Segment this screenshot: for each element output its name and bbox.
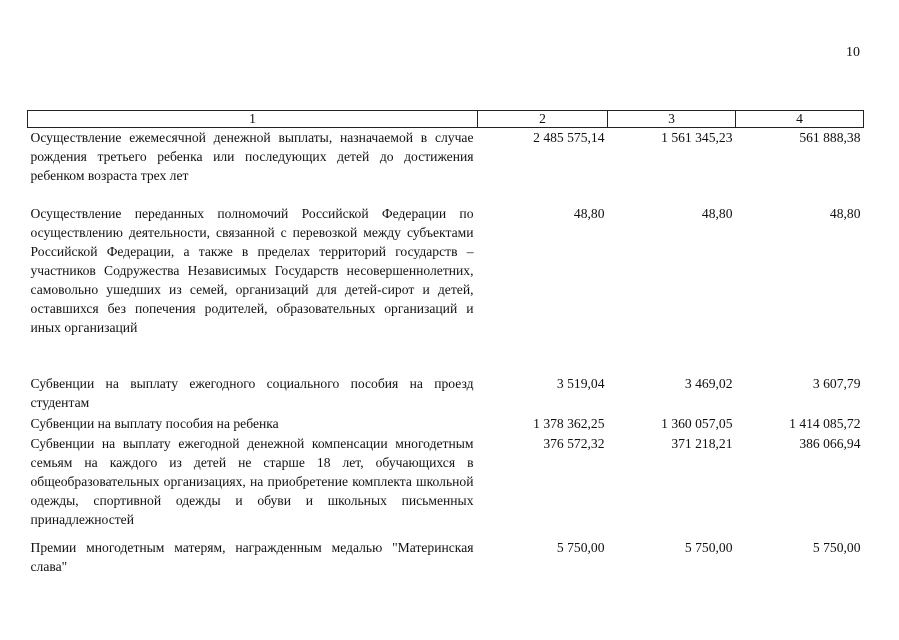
row-value-col-3: 371 218,21 [671,435,733,451]
row-value-col-4: 5 750,00 [812,539,861,555]
row-value-col-3: 1 360 057,05 [661,415,733,431]
row-value-col-2: 3 519,04 [556,375,605,391]
row-value-col-3: 48,80 [701,205,733,221]
header-col-3: 3 [608,111,736,128]
page-number: 10 [846,45,860,60]
row-name: Премии многодетным матерям, награжденным медалью "Материнская слава" [30,539,474,574]
row-value-col-2: 48,80 [573,205,605,221]
table-row [28,538,864,578]
table-row [28,204,864,374]
table-row [28,128,864,204]
row-value-col-2: 5 750,00 [556,539,605,555]
row-value-col-3: 1 561 345,23 [661,130,733,145]
row-value-col-4: 561 888,38 [799,130,861,145]
row-value-col-3: 3 469,02 [684,375,733,391]
row-value-col-4: 3 607,79 [812,375,861,391]
row-name: Субвенции на выплату ежегодного социального пособия на проезд студентам [30,375,474,410]
row-value-col-4: 386 066,94 [799,435,861,451]
table-row [28,434,864,538]
table-row [28,374,864,414]
row-value-col-2: 2 485 575,14 [533,130,605,145]
budget-table [27,110,864,578]
row-name: Субвенции на выплату ежегодной денежной компенсации многодетным семьям на каждого из детей не старше 18 лет, обучающихся в общеобразовательных организациях, на приобретение комплекта школьной одежды, спортивной одежды и обуви и школьных письменных принадлежностей [30,435,474,527]
row-value-col-4: 48,80 [829,205,861,221]
table-header [28,111,864,128]
header-col-4: 4 [736,111,864,128]
row-name: Осуществление ежемесячной денежной выплаты, назначаемой в случае рождения третьего ребенка или последующих детей до достижения ребенком возраста трех лет [30,130,474,183]
header-col-2: 2 [478,111,608,128]
header-col-1: 1 [28,111,478,128]
table-row [28,414,864,434]
row-value-col-2: 1 378 362,25 [533,415,605,431]
row-value-col-4: 1 414 085,72 [789,415,861,431]
table-body [28,128,864,578]
row-value-col-2: 376 572,32 [543,435,605,451]
row-name: Осуществление переданных полномочий Российской Федерации по осуществлению деятельности, связанной с перевозкой между субъектами Российской Федерации, а также в пределах территорий государств – участников Содружества Независимых Государств несовершеннолетних, самовольно ушедших из семей, организаций для детей-сирот и детей, оставшихся без попечения родителей, образовательных организаций и иных организаций [30,205,474,335]
row-name: Субвенции на выплату пособия на ребенка [30,415,279,431]
row-value-col-3: 5 750,00 [684,539,733,555]
header-row [28,111,864,128]
